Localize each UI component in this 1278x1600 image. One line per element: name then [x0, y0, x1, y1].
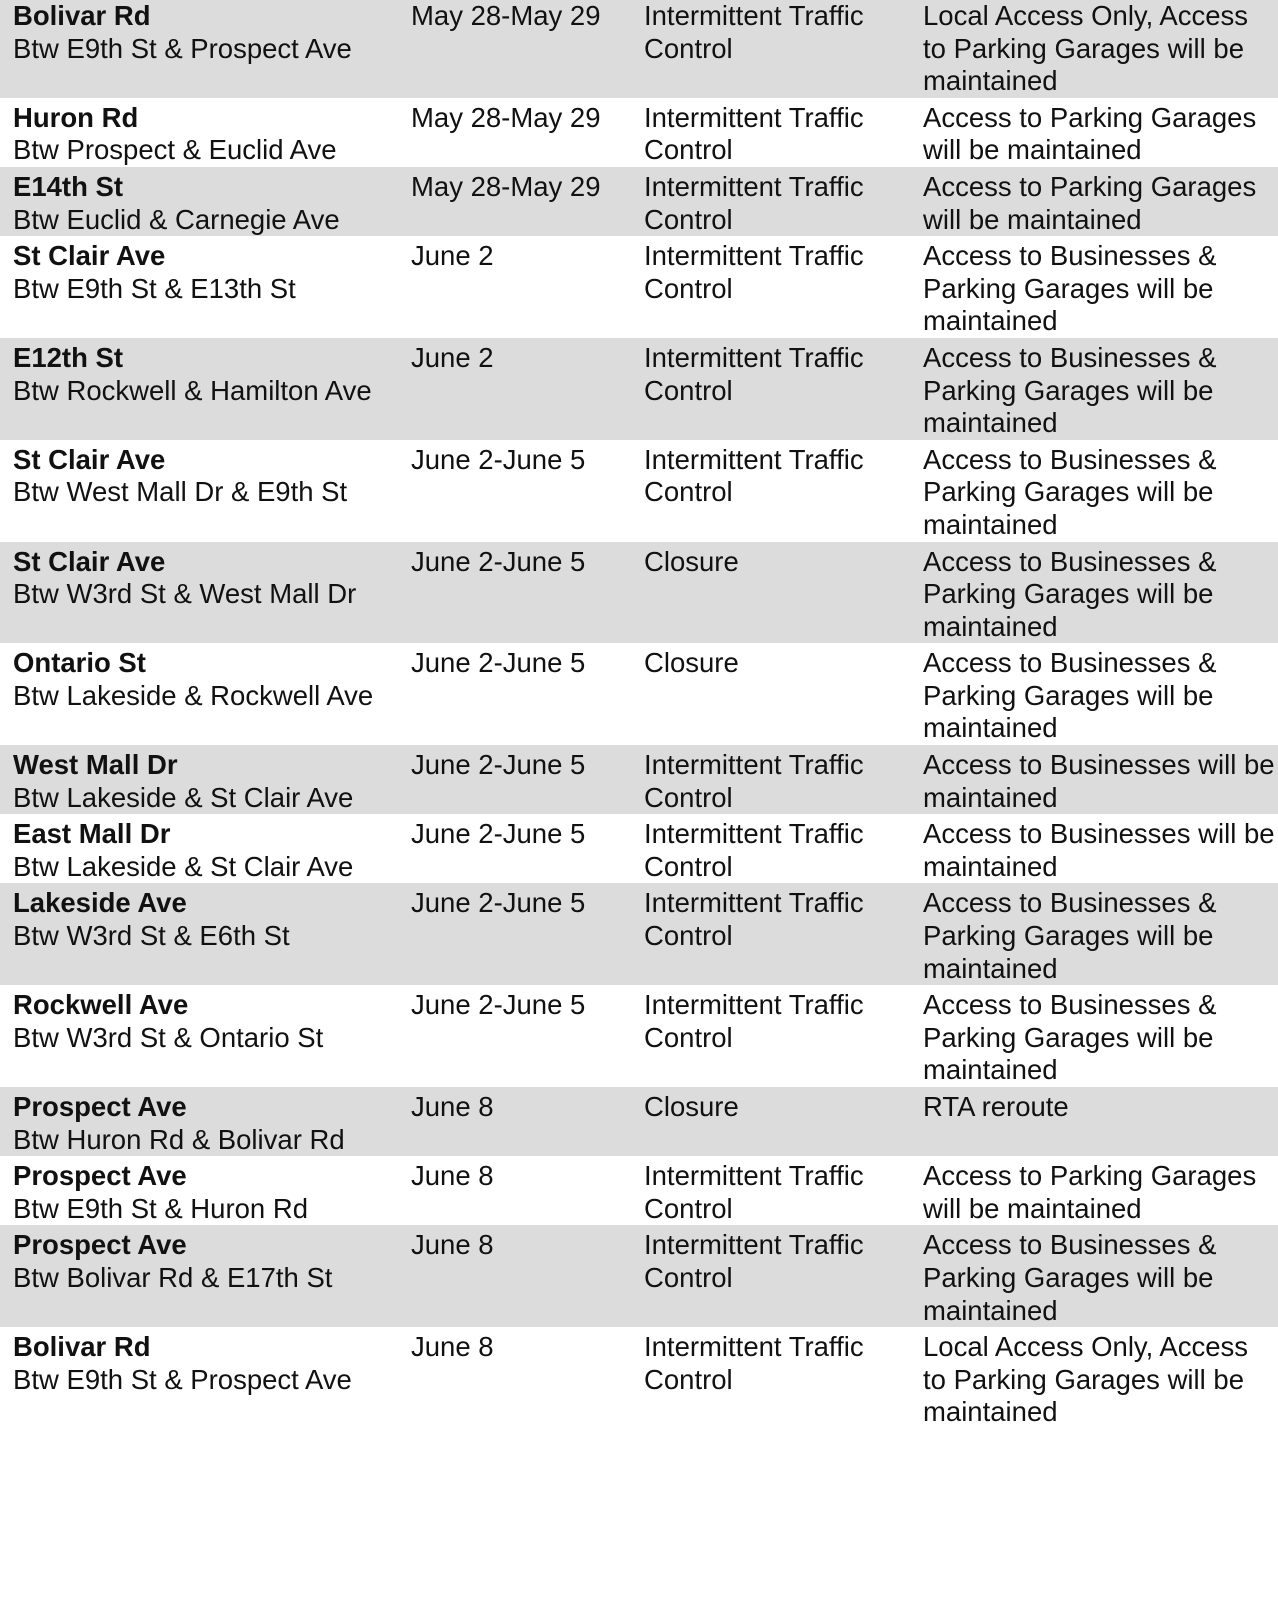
dates-cell: June 2-June 5 [411, 542, 644, 644]
type-cell: Intermittent Traffic Control [644, 1156, 923, 1225]
notes-cell: Access to Businesses & Parking Garages will be maintained [923, 236, 1278, 338]
dates-cell: June 2 [411, 338, 644, 440]
notes-cell: Access to Businesses & Parking Garages will be maintained [923, 338, 1278, 440]
table-row [0, 883, 1278, 985]
notes-cell: Access to Parking Garages will be maintained [923, 167, 1278, 236]
street-cell [0, 745, 411, 814]
type-cell: Intermittent Traffic Control [644, 236, 923, 338]
dates-cell: June 2-June 5 [411, 985, 644, 1087]
type-cell: Intermittent Traffic Control [644, 814, 923, 883]
street-between: Btw W3rd St & Ontario St [13, 1021, 324, 1053]
dates-cell: June 2-June 5 [411, 440, 644, 542]
notes-cell: Access to Businesses & Parking Garages will be maintained [923, 1225, 1278, 1327]
table-row [0, 1225, 1278, 1327]
street-cell [0, 1156, 411, 1225]
street-cell [0, 542, 411, 644]
street-between: Btw Rockwell & Hamilton Ave [13, 374, 372, 406]
table-row [0, 985, 1278, 1087]
dates-cell: June 2-June 5 [411, 883, 644, 985]
dates-cell: June 2 [411, 236, 644, 338]
street-name: Ontario St [13, 647, 146, 679]
table-row [0, 814, 1278, 883]
type-cell: Closure [644, 1087, 923, 1156]
dates-cell: May 28-May 29 [411, 0, 644, 98]
type-cell: Intermittent Traffic Control [644, 883, 923, 985]
table-row [0, 1327, 1278, 1429]
dates-cell: June 8 [411, 1225, 644, 1327]
dates-cell: May 28-May 29 [411, 167, 644, 236]
type-cell: Intermittent Traffic Control [644, 1225, 923, 1327]
table-row [0, 236, 1278, 338]
street-name: St Clair Ave [13, 545, 166, 577]
type-cell: Intermittent Traffic Control [644, 338, 923, 440]
street-between: Btw Huron Rd & Bolivar Rd [13, 1123, 345, 1155]
street-cell [0, 0, 411, 98]
street-between: Btw Lakeside & St Clair Ave [13, 850, 354, 882]
type-cell: Intermittent Traffic Control [644, 985, 923, 1087]
street-between: Btw E9th St & Prospect Ave [13, 1363, 352, 1395]
dates-cell: June 8 [411, 1156, 644, 1225]
type-cell: Intermittent Traffic Control [644, 0, 923, 98]
table-row [0, 1156, 1278, 1225]
street-name: St Clair Ave [13, 240, 166, 272]
table-row [0, 98, 1278, 167]
table-row [0, 338, 1278, 440]
street-between: Btw E9th St & Prospect Ave [13, 32, 352, 64]
street-cell [0, 1087, 411, 1156]
notes-cell: Access to Parking Garages will be maintained [923, 1156, 1278, 1225]
type-cell: Intermittent Traffic Control [644, 440, 923, 542]
notes-cell: Access to Businesses & Parking Garages will be maintained [923, 643, 1278, 745]
street-cell [0, 643, 411, 745]
street-name: Rockwell Ave [13, 989, 189, 1021]
street-between: Btw Lakeside & St Clair Ave [13, 781, 354, 813]
street-name: Prospect Ave [13, 1091, 187, 1122]
table-row [0, 0, 1278, 98]
notes-cell: Access to Businesses & Parking Garages will be maintained [923, 985, 1278, 1087]
table-row [0, 643, 1278, 745]
type-cell: Closure [644, 643, 923, 745]
street-between: Btw E9th St & E13th St [13, 272, 296, 304]
dates-cell: June 2-June 5 [411, 814, 644, 883]
type-cell: Intermittent Traffic Control [644, 167, 923, 236]
street-name: Bolivar Rd [13, 0, 151, 31]
street-between: Btw West Mall Dr & E9th St [13, 476, 348, 508]
notes-cell: Access to Businesses & Parking Garages will be maintained [923, 883, 1278, 985]
table-row [0, 745, 1278, 814]
street-between: Btw Lakeside & Rockwell Ave [13, 679, 374, 711]
type-cell: Closure [644, 542, 923, 644]
street-cell [0, 338, 411, 440]
type-cell: Intermittent Traffic Control [644, 745, 923, 814]
street-name: E14th St [13, 170, 124, 202]
street-between: Btw W3rd St & West Mall Dr [13, 578, 357, 610]
type-cell: Intermittent Traffic Control [644, 1327, 923, 1429]
notes-cell: Local Access Only, Access to Parking Garages will be maintained [923, 1327, 1278, 1429]
street-name: Huron Rd [13, 101, 139, 133]
street-between: Btw Euclid & Carnegie Ave [13, 203, 340, 235]
dates-cell: June 2-June 5 [411, 745, 644, 814]
street-name: Lakeside Ave [13, 887, 187, 919]
street-cell [0, 883, 411, 985]
street-cell [0, 98, 411, 167]
notes-cell: Access to Parking Garages will be maintained [923, 98, 1278, 167]
dates-cell: May 28-May 29 [411, 98, 644, 167]
street-cell [0, 1327, 411, 1429]
street-cell [0, 814, 411, 883]
street-cell [0, 236, 411, 338]
street-cell [0, 167, 411, 236]
street-name: East Mall Dr [13, 818, 171, 850]
street-between: Btw Bolivar Rd & E17th St [13, 1261, 333, 1293]
notes-cell: Access to Businesses will be maintained [923, 745, 1278, 814]
notes-cell: Local Access Only, Access to Parking Garages will be maintained [923, 0, 1278, 98]
street-name: E12th St [13, 341, 124, 373]
street-name: Bolivar Rd [13, 1331, 151, 1363]
street-name: St Clair Ave [13, 443, 166, 475]
notes-cell: Access to Businesses will be maintained [923, 814, 1278, 883]
notes-cell: RTA reroute [923, 1087, 1278, 1156]
dates-cell: June 8 [411, 1327, 644, 1429]
street-cell [0, 1225, 411, 1327]
notes-cell: Access to Businesses & Parking Garages will be maintained [923, 440, 1278, 542]
street-name: West Mall Dr [13, 749, 178, 781]
street-between: Btw W3rd St & E6th St [13, 920, 290, 952]
table-row [0, 1087, 1278, 1156]
dates-cell: June 8 [411, 1087, 644, 1156]
type-cell: Intermittent Traffic Control [644, 98, 923, 167]
street-cell [0, 440, 411, 542]
table-row [0, 167, 1278, 236]
street-name: Prospect Ave [13, 1229, 187, 1261]
dates-cell: June 2-June 5 [411, 643, 644, 745]
table-row [0, 440, 1278, 542]
notes-cell: Access to Businesses & Parking Garages will be maintained [923, 542, 1278, 644]
street-cell [0, 985, 411, 1087]
table-row [0, 542, 1278, 644]
street-name: Prospect Ave [13, 1160, 187, 1192]
street-between: Btw Prospect & Euclid Ave [13, 134, 337, 166]
street-between: Btw E9th St & Huron Rd [13, 1192, 308, 1224]
